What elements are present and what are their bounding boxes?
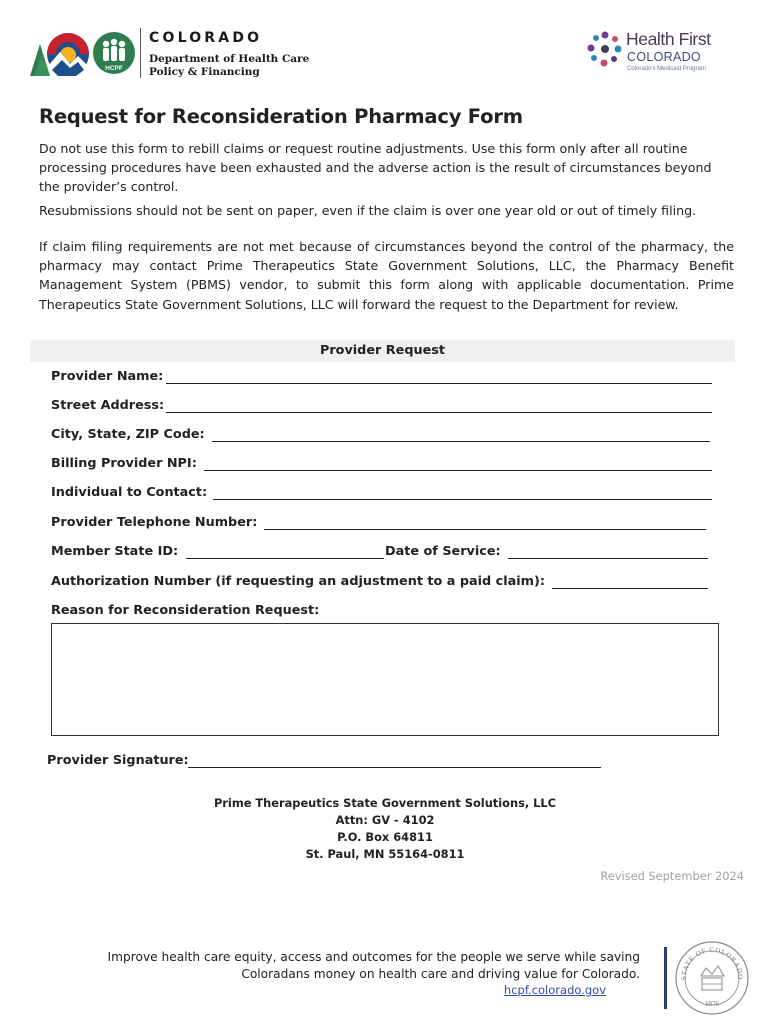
provider-name-label: Provider Name: xyxy=(51,369,164,384)
authorization-number-label: Authorization Number (if requesting an adjustment to a paid claim): xyxy=(51,574,545,589)
intro-paragraph-1: Do not use this form to rebill claims or request routine adjustments. Use this form only after all routine processing procedures have been exhausted and the adverse action is the result of circumstances beyond the provider’s control. xyxy=(39,141,712,195)
mailing-address-line2: Attn: GV - 4102 xyxy=(335,813,435,827)
signature-label: Provider Signature: xyxy=(47,753,189,768)
billing-npi-field[interactable] xyxy=(204,470,712,471)
street-address-field[interactable] xyxy=(166,412,712,413)
seal-year: 1876 xyxy=(705,1000,719,1008)
billing-npi-label: Billing Provider NPI: xyxy=(51,456,197,471)
colorado-logo-icon xyxy=(30,30,90,78)
reason-textbox[interactable] xyxy=(51,623,719,736)
signature-field[interactable] xyxy=(188,767,601,768)
department-name-line1: Department of Health Care xyxy=(149,53,310,65)
street-address-label: Street Address: xyxy=(51,398,165,413)
health-first-colorado: COLORADO xyxy=(627,50,701,64)
section-header-provider-request: Provider Request xyxy=(30,340,735,362)
date-of-service-label: Date of Service: xyxy=(385,544,501,559)
health-first-title: Health First xyxy=(626,29,711,49)
provider-phone-label: Provider Telephone Number: xyxy=(51,515,258,530)
footer-website-link[interactable]: hcpf.colorado.gov xyxy=(503,983,606,997)
provider-name-field[interactable] xyxy=(166,383,712,384)
state-seal-icon xyxy=(674,940,750,1016)
health-first-tagline: Colorado's Medicaid Program xyxy=(627,66,706,72)
city-state-zip-field[interactable] xyxy=(212,441,710,442)
intro-paragraph-2: Resubmissions should not be sent on paper, even if the claim is over one year old or out of timely filing. xyxy=(39,203,697,218)
page-title: Request for Reconsideration Pharmacy Form xyxy=(39,105,523,128)
department-name-line2: Policy & Financing xyxy=(149,66,260,78)
logo-divider xyxy=(140,28,141,78)
mailing-address-line1: Prime Therapeutics State Government Solutions, LLC xyxy=(213,796,557,810)
date-of-service-field[interactable] xyxy=(508,558,708,559)
hcpf-badge-text: HCPF xyxy=(105,65,123,72)
hcpf-logo-icon xyxy=(92,31,136,75)
individual-contact-label: Individual to Contact: xyxy=(51,485,208,500)
reason-label: Reason for Reconsideration Request: xyxy=(51,603,320,618)
footer-mission-line1: Improve health care equity, access and outcomes for the people we serve while saving xyxy=(107,950,640,964)
authorization-number-field[interactable] xyxy=(552,588,708,589)
individual-contact-field[interactable] xyxy=(213,499,712,500)
city-state-zip-label: City, State, ZIP Code: xyxy=(51,427,205,442)
footer-divider xyxy=(664,947,667,1009)
health-first-dots-icon xyxy=(586,30,624,68)
intro-paragraph-3: If claim filing requirements are not met because of circumstances beyond the control of the pharmacy, the pharmacy may contact Prime Therapeutics State Government Solutions, LLC, the Pharmacy Benefit Management System (PBMS) vendor, to submit this form along with applicable documentation. Prime Therapeutics State Government Solutions, LLC will forward the request to the Department for review. xyxy=(39,239,734,312)
mailing-address-line4: St. Paul, MN 55164-0811 xyxy=(305,847,465,861)
revision-date: Revised September 2024 xyxy=(600,869,744,883)
provider-phone-field[interactable] xyxy=(264,529,706,530)
member-state-id-label: Member State ID: xyxy=(51,544,179,559)
member-state-id-field[interactable] xyxy=(186,558,384,559)
footer-mission-line2: Coloradans money on health care and driving value for Colorado. xyxy=(241,967,640,981)
mailing-address-line3: P.O. Box 64811 xyxy=(337,830,433,844)
seal-text: STATE OF COLORADO xyxy=(679,945,745,981)
state-name: COLORADO xyxy=(149,30,263,46)
